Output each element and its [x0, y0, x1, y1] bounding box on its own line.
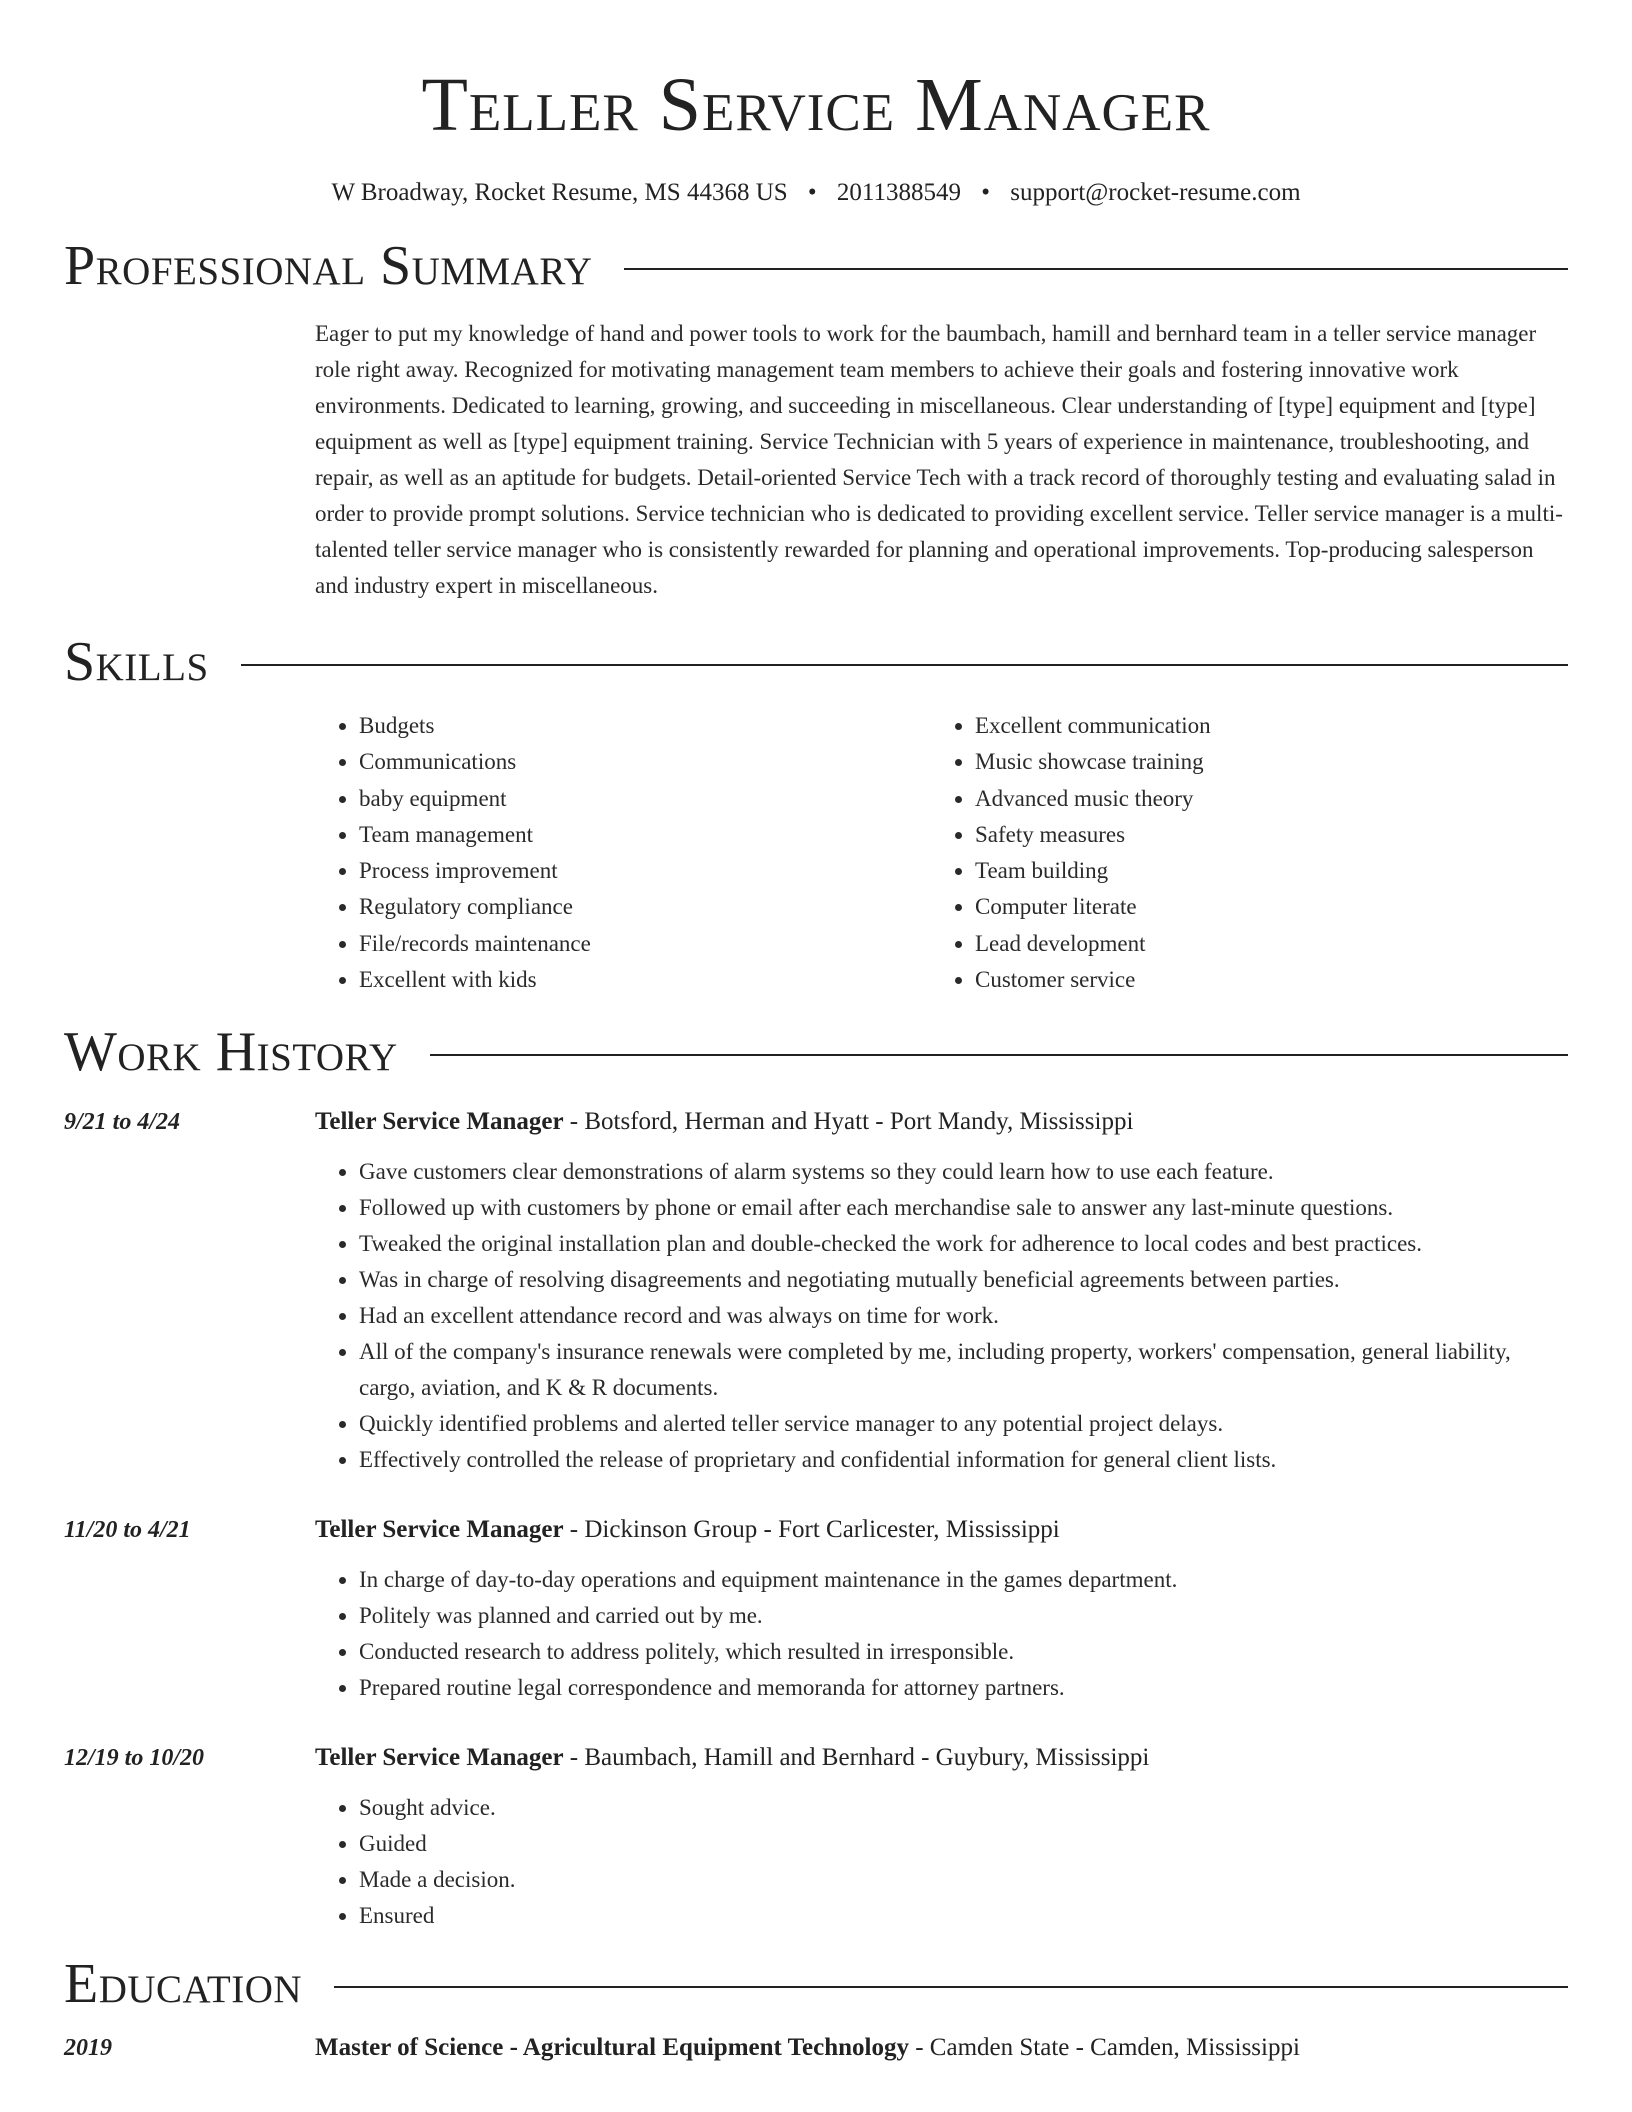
job-bullet: • Sought advice. — [359, 1790, 1568, 1826]
job-title: Teller Service Manager — [315, 1108, 564, 1136]
summary-text: Eager to put my knowledge of hand and power tools to work for the baumbach, hamill and bernhard team in a teller service manager role right away. Recognized for motivating management team members to achieve their goals and fostering innovative work environments. Dedicated to learning, growing, and succeeding in miscellaneous. Clear understanding of [type] equipment and [type] equipment as well as [type] equipment training. Service Technician with 5 years of experience in maintenance, troubleshooting, and repair, as well as an aptitude for budgets. Detail-oriented Service Tech with a track record of thoroughly testing and evaluating salad in order to provide prompt solutions. Service technician who is dedicated to providing excellent service. Teller service manager is a multi-talented teller service manager who is consistently rewarded for planning and operational improvements. Top-producing salesperson and industry expert in miscellaneous. — [315, 321, 1563, 598]
job-bullet: • Ensured — [359, 1898, 1568, 1934]
job-bullet: • Prepared routine legal correspondence and memoranda for attorney partners. — [359, 1670, 1568, 1706]
work-section-header — [64, 1022, 1568, 1082]
job-bullets — [315, 1154, 1568, 1478]
job-bullet: • All of the company's insurance renewals were completed by me, including property, workers' compensation, general liability, cargo, aviation, and K & R documents. — [359, 1334, 1568, 1406]
skills-list — [315, 708, 1568, 998]
job-title: Teller Service Manager — [315, 1516, 564, 1544]
skill-item: • Regulatory compliance — [359, 889, 931, 925]
education-school-location: - Camden State - Camden, Mississippi — [908, 2034, 1300, 2062]
skill-item: • Excellent communication — [975, 708, 1535, 744]
section-divider — [241, 664, 1568, 666]
skills-column-left — [315, 708, 931, 998]
education-body — [315, 2030, 1568, 2066]
skill-item: • Team management — [359, 817, 931, 853]
skill-item: • Budgets — [359, 708, 931, 744]
education-degree: Master of Science - Agricultural Equipment Technology — [315, 2034, 909, 2062]
summary-heading: Professional Summary — [64, 235, 593, 297]
contact-separator: • — [981, 179, 991, 206]
job-bullets — [315, 1790, 1568, 1934]
job-dates: 12/19 to 10/20 — [64, 1745, 205, 1772]
summary-section-header — [64, 236, 1568, 296]
contact-phone: 2011388549 — [836, 179, 961, 206]
skill-item: • File/records maintenance — [359, 926, 931, 962]
job-employer-location: - Baumbach, Hamill and Bernhard - Guybury, Mississippi — [563, 1744, 1150, 1772]
skill-item: • Team building — [975, 853, 1535, 889]
job-bullet: • Guided — [359, 1826, 1568, 1862]
resume-page — [64, 0, 1568, 2066]
job-bullet: • Made a decision. — [359, 1862, 1568, 1898]
skill-item: • Safety measures — [975, 817, 1535, 853]
education-heading-line — [315, 2030, 1568, 2066]
skill-item: • Lead development — [975, 926, 1535, 962]
skill-item: • Communications — [359, 744, 931, 780]
education-entry — [64, 2030, 1568, 2066]
job-entry — [64, 1104, 1568, 1478]
job-bullet: • Quickly identified problems and alerted teller service manager to any potential project delays. — [359, 1406, 1568, 1442]
job-bullet: • Effectively controlled the release of proprietary and confidential information for general client lists. — [359, 1442, 1568, 1478]
skill-item: • Computer literate — [975, 889, 1535, 925]
job-entry — [64, 1740, 1568, 1934]
skill-item: • Excellent with kids — [359, 962, 931, 998]
job-body — [315, 1512, 1568, 1706]
job-bullet: • Was in charge of resolving disagreements and negotiating mutually beneficial agreements between parties. — [359, 1262, 1568, 1298]
section-divider — [334, 1986, 1568, 1988]
job-bullet: • In charge of day-to-day operations and equipment maintenance in the games department. — [359, 1562, 1568, 1598]
job-employer-location: - Botsford, Herman and Hyatt - Port Mandy, Mississippi — [563, 1108, 1134, 1136]
contact-separator: • — [807, 179, 817, 206]
section-divider — [624, 268, 1568, 270]
contact-address: W Broadway, Rocket Resume, MS 44368 US — [331, 179, 788, 206]
job-heading — [315, 1512, 1568, 1548]
job-title: Teller Service Manager — [315, 1744, 564, 1772]
job-bullet: • Politely was planned and carried out by me. — [359, 1598, 1568, 1634]
skills-section-header — [64, 632, 1568, 692]
education-date: 2019 — [64, 2035, 112, 2062]
skills-heading: Skills — [64, 631, 209, 693]
job-body — [315, 1104, 1568, 1478]
job-bullet: • Gave customers clear demonstrations of alarm systems so they could learn how to use each feature. — [359, 1154, 1568, 1190]
education-section-header — [64, 1954, 1568, 2014]
skill-item: • Customer service — [975, 962, 1535, 998]
skill-item: • Advanced music theory — [975, 781, 1535, 817]
job-dates: 11/20 to 4/21 — [64, 1517, 191, 1544]
job-heading — [315, 1104, 1568, 1140]
skill-item: • Process improvement — [359, 853, 931, 889]
contact-line — [64, 178, 1568, 208]
job-bullet: • Conducted research to address politely, which resulted in irresponsible. — [359, 1634, 1568, 1670]
job-employer-location: - Dickinson Group - Fort Carlicester, Mississippi — [563, 1516, 1060, 1544]
skill-item: • Music showcase training — [975, 744, 1535, 780]
job-bullet: • Tweaked the original installation plan and double-checked the work for adherence to local codes and best practices. — [359, 1226, 1568, 1262]
skills-column-right — [931, 708, 1535, 998]
job-bullets — [315, 1562, 1568, 1706]
job-dates: 9/21 to 4/24 — [64, 1109, 181, 1136]
work-heading: Work History — [64, 1021, 398, 1084]
skill-item: • baby equipment — [359, 781, 931, 817]
contact-email: support@rocket-resume.com — [1010, 179, 1301, 206]
job-body — [315, 1740, 1568, 1934]
job-heading — [315, 1740, 1568, 1776]
education-heading: Education — [64, 1953, 303, 2016]
job-entry — [64, 1512, 1568, 1706]
job-bullet: • Followed up with customers by phone or email after each merchandise sale to answer any last-minute questions. — [359, 1190, 1568, 1226]
candidate-name: Teller Service Manager — [421, 63, 1211, 147]
job-bullet: • Had an excellent attendance record and was always on time for work. — [359, 1298, 1568, 1334]
section-divider — [430, 1054, 1568, 1056]
